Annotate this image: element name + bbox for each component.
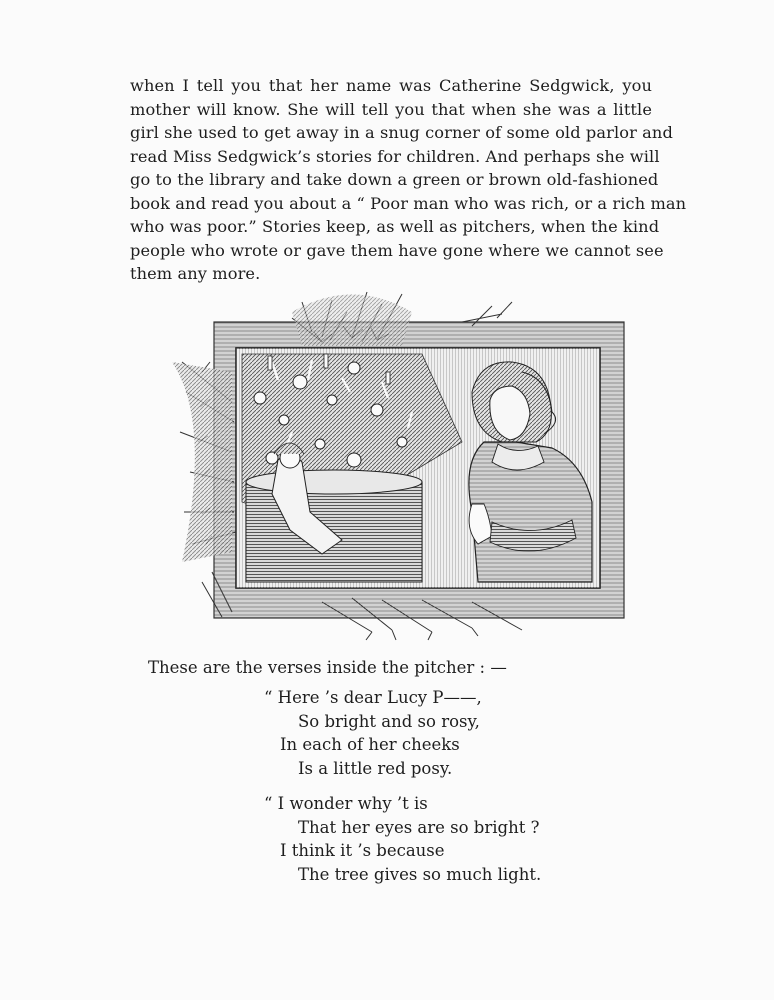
prose-line: when I tell you that her name was Catherine Sedgwick, you	[130, 76, 652, 95]
verse-line: So bright and so rosy,	[298, 711, 480, 731]
prose-line: go to the library and take down a green or brown old-fashioned	[130, 170, 659, 189]
prose-line: read Miss Sedgwick’s stories for children. And perhaps she will	[130, 146, 660, 166]
verse-line: In each of her cheeks	[280, 735, 460, 754]
verses-intro: These are the verses inside the pitcher : —	[148, 658, 507, 677]
verse-line: That her eyes are so bright ?	[298, 817, 540, 837]
prose-line: people who wrote or gave them have gone where we cannot see	[130, 240, 664, 260]
body-paragraph	[130, 74, 687, 286]
verse-line: “ I wonder why ’t is	[264, 794, 428, 813]
verse-line: The tree gives so much light.	[298, 864, 542, 884]
verse-line: I think it ’s because	[280, 841, 445, 860]
illustration	[172, 282, 632, 642]
prose-line: girl she used to get away in a snug corner of some old parlor and	[130, 123, 673, 142]
christmas-engraving-illustration	[172, 282, 632, 642]
verse-stanza-1	[264, 686, 584, 780]
prose-line: who was poor.” Stories keep, as well as pitchers, when the kind	[130, 217, 660, 236]
verse-stanza-2	[264, 792, 584, 886]
prose-line: mother will know. She will tell you that when she was a little	[130, 99, 652, 119]
verse-line: Is a little red posy.	[298, 758, 453, 778]
prose-line: book and read you about a “ Poor man who was rich, or a rich man	[130, 193, 687, 213]
verse-line: “ Here ’s dear Lucy P——,	[264, 688, 482, 707]
prose-line: them any more.	[130, 264, 261, 283]
